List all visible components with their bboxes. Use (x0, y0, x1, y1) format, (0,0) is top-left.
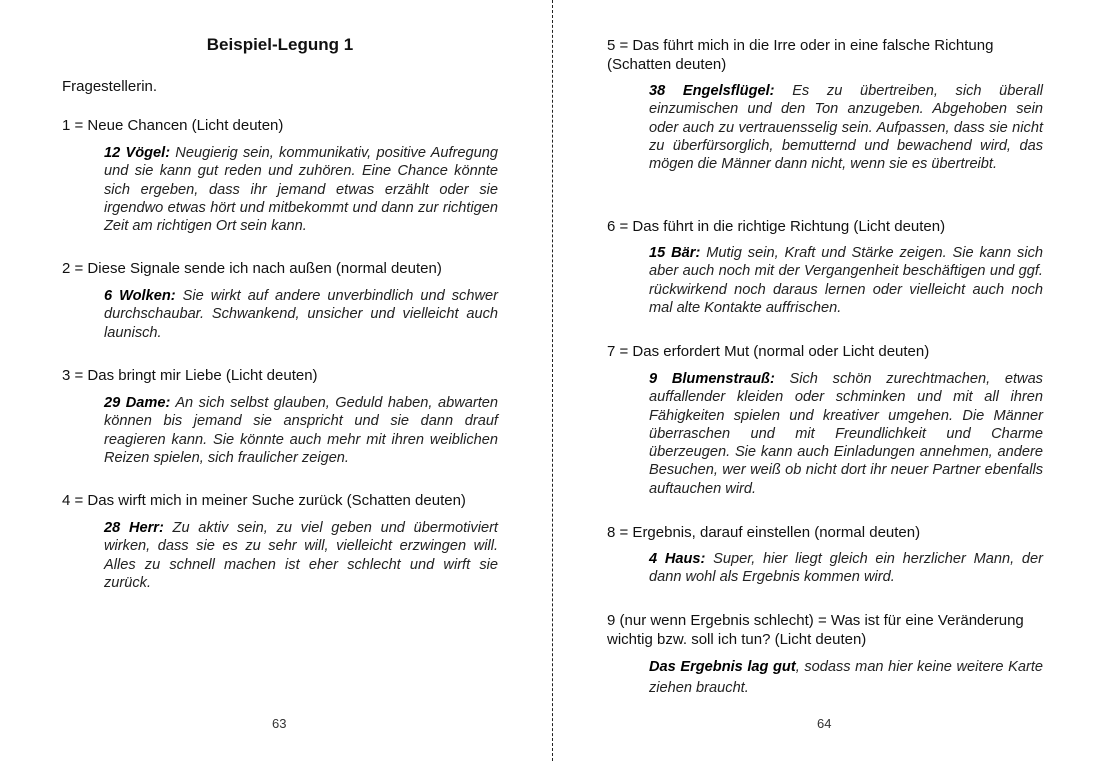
card-name: 12 Vögel: (104, 145, 171, 161)
card-name: 9 Blumenstrauß: (649, 371, 775, 387)
page-title: Beispiel-Legung 1 (206, 35, 354, 54)
position-heading: 9 (nur wenn Ergebnis schlecht) = Was ist für eine Veränderung wichtig bzw. soll ich tun? (Licht deuten) (607, 612, 1024, 648)
interpretation-text: Super, hier liegt gleich ein herzlicher Mann, der dann wohl als Ergebnis kommen wird. (649, 551, 1043, 586)
card-name: 4 Haus: (649, 551, 706, 567)
card-name: 6 Wolken: (104, 288, 176, 304)
card-interpretation (104, 287, 498, 342)
card-interpretation (649, 82, 1043, 173)
card-interpretation (104, 394, 498, 467)
intro-text: Fragestellerin. (62, 78, 158, 95)
card-name: 28 Herr: (104, 520, 164, 536)
position-heading: 4 = Das wirft mich in meiner Suche zurück (Schatten deuten) (62, 492, 466, 509)
card-interpretation (649, 550, 1043, 587)
position-heading: 7 = Das erfordert Mut (normal oder Licht deuten) (607, 343, 930, 360)
page-number: 63 (272, 716, 287, 731)
interpretation-text: Zu aktiv sein, zu viel geben und übermotiviert wirken, dass sie es zu sehr will, vielleicht erzwingen will. Alles zu schnell machen ist eher schlecht und wirft sie zurück. (104, 520, 498, 591)
position-heading: 8 = Ergebnis, darauf einstellen (normal deuten) (607, 524, 921, 541)
interpretation-text: Mutig sein, Kraft und Stärke zeigen. Sie kann sich aber auch noch mit der Vergangenheit beschäftigen und ggf. rückwirkend noch daraus lernen oder vielleicht auch noch mal alte Kontakte auffrischen. (649, 245, 1043, 316)
position-heading: 1 = Neue Chancen (Licht deuten) (62, 117, 284, 134)
card-name: Das Ergebnis lag gut (649, 659, 796, 675)
position-heading: 2 = Diese Signale sende ich nach außen (normal deuten) (62, 260, 442, 277)
position-heading: 6 = Das führt in die richtige Richtung (Licht deuten) (607, 218, 946, 235)
card-interpretation (104, 519, 498, 592)
page-number: 64 (817, 716, 832, 731)
right-page (553, 0, 1100, 761)
card-name: 29 Dame: (104, 395, 171, 411)
interpretation-text: , sodass man hier keine weitere Karte ziehen braucht. (649, 659, 1043, 696)
interpretation-text: Es zu übertreiben, sich überall einzumischen und den Ton anzugeben. Abgehoben sein oder auch zu vertrauensselig sein. Aufpassen, dass sie nicht zu überfürsorglich, bemutternd und bewachend wird, das mögen die Männer dann nicht, wenn sie es übertreibt. (649, 83, 1043, 173)
card-interpretation (649, 370, 1043, 498)
card-interpretation (649, 244, 1043, 317)
card-name: 38 Engelsflügel: (649, 83, 775, 99)
interpretation-text: Sie wirkt auf andere unverbindlich und schwer durchschaubar. Schwankend, unsicher und vielleicht auch launisch. (104, 288, 498, 341)
position-heading: 3 = Das bringt mir Liebe (Licht deuten) (62, 367, 318, 384)
card-interpretation (649, 657, 1043, 699)
card-interpretation (104, 144, 498, 235)
position-heading: 5 = Das führt mich in die Irre oder in eine falsche Richtung (Schatten deuten) (607, 37, 994, 73)
interpretation-text: Neugierig sein, kommunikativ, positive Aufregung und sie kann gut reden und zuhören. Eine Chance könnte sich ergeben, dass ihr jemand etwas erzählt oder sie irgendwo etwas hört und mitbekommt und dann zur richtigen Zeit am richtigen Ort sein kann. (104, 145, 498, 235)
interpretation-text: An sich selbst glauben, Geduld haben, abwarten können bis jemand sie anspricht und sie dann drauf reagieren kann. Sie könnte auch mehr mit ihren weiblichen Reizen spielen, sich fraulicher zeigen. (104, 395, 498, 466)
interpretation-text: Sich schön zurechtmachen, etwas auffallender kleiden oder schminken und mit all ihren Fähigkeiten spielen und kreativer umgehen. Die Männer überraschen und mit Freundlichkeit und Charme überzeugen. Sie kann auch Einladungen annehmen, andere Besuchen, wer weiß ob nicht dort ihr neuer Partner ebenfalls auftauchen wird. (649, 371, 1043, 497)
card-name: 15 Bär: (649, 245, 701, 261)
